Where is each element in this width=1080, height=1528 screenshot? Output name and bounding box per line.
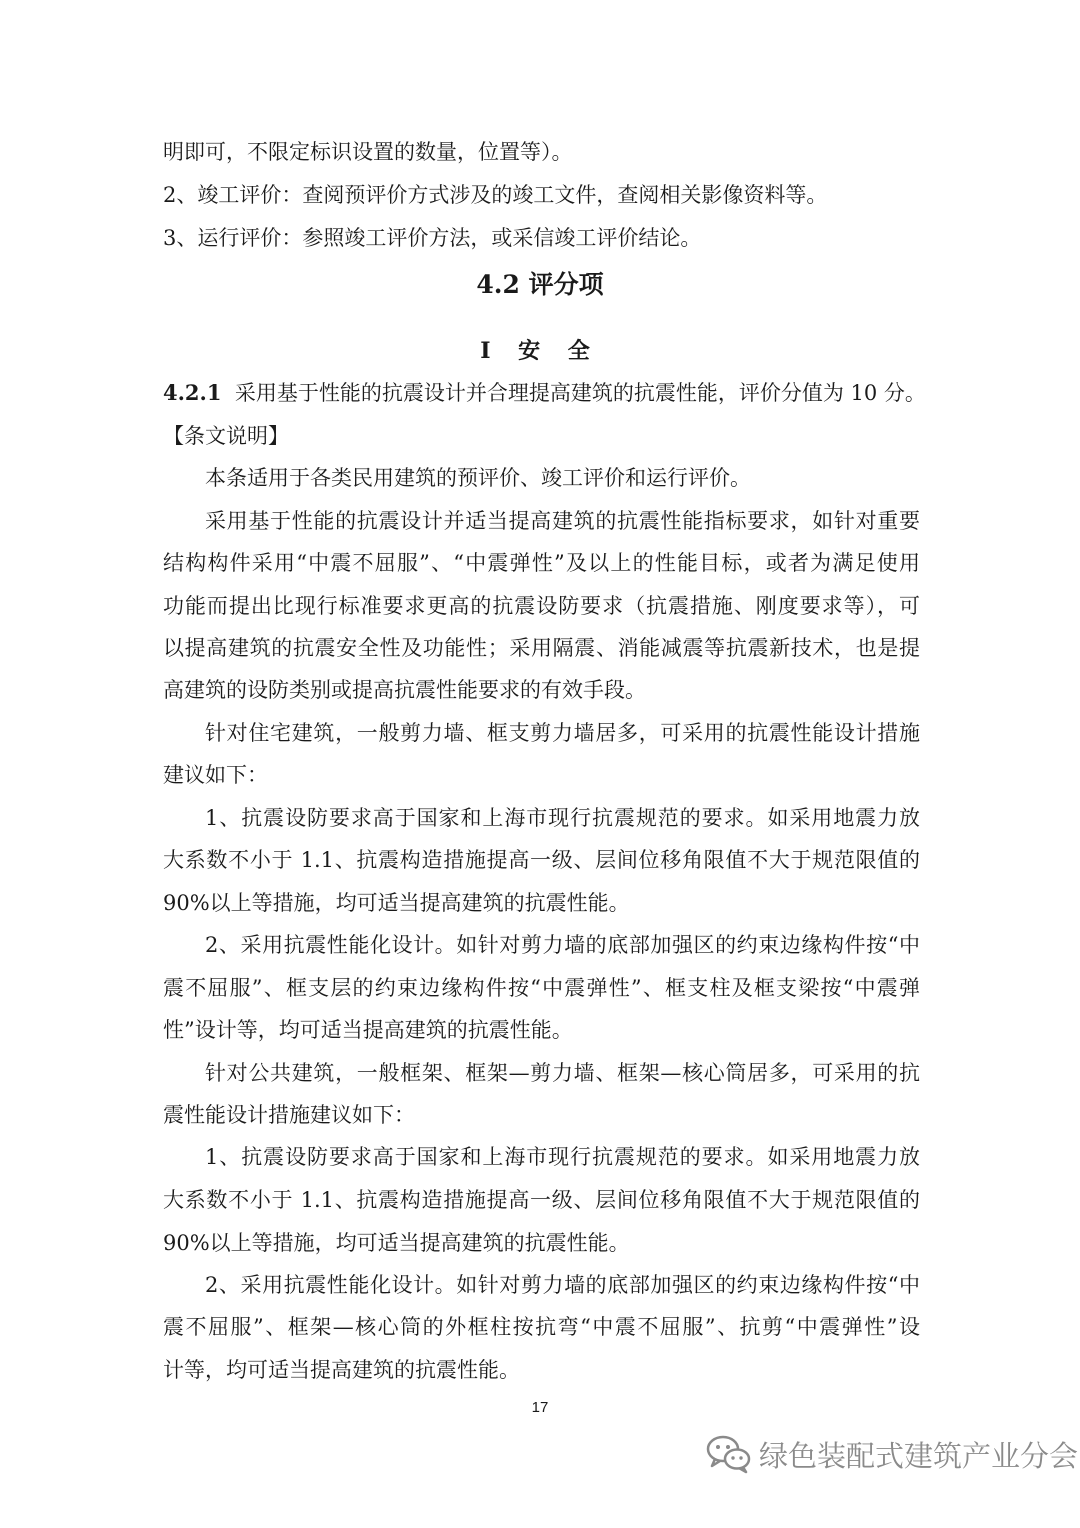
subsection-title: I 安 全	[480, 338, 600, 364]
body-line: 高建筑的设防类别或提高抗震性能要求的有效手段。	[163, 678, 646, 702]
watermark	[705, 1432, 1078, 1476]
body-line: 大系数不小于 1.1、抗震构造措施提高一级、层间位移角限值不大于规范限值的	[163, 848, 920, 872]
body-line: 建议如下：	[163, 763, 268, 787]
wechat-icon	[705, 1432, 753, 1476]
body-line: 90%以上等措施，均可适当提高建筑的抗震性能。	[163, 891, 630, 915]
body-line: 大系数不小于 1.1、抗震构造措施提高一级、层间位移角限值不大于规范限值的	[163, 1188, 920, 1212]
clause-text: 采用基于性能的抗震设计并合理提高建筑的抗震性能，评价分值为 10 分。	[234, 381, 926, 405]
body-line: 2、采用抗震性能化设计。如针对剪力墙的底部加强区的约束边缘构件按“中	[205, 933, 920, 957]
body-line: 震性能设计措施建议如下：	[163, 1103, 415, 1127]
body-line: 以提高建筑的抗震安全性及功能性；采用隔震、消能减震等抗震新技术，也是提	[163, 636, 920, 660]
body-line: 针对住宅建筑，一般剪力墙、框支剪力墙居多，可采用的抗震性能设计措施	[205, 721, 920, 745]
clause-number: 4.2.1	[163, 380, 222, 405]
body-line: 本条适用于各类民用建筑的预评价、竣工评价和运行评价。	[205, 466, 751, 490]
body-line: 结构构件采用“中震不屈服”、“中震弹性”及以上的性能目标，或者为满足使用	[163, 551, 920, 575]
body-line: 针对公共建筑，一般框架、框架—剪力墙、框架—核心筒居多，可采用的抗	[205, 1061, 920, 1085]
body-line: 采用基于性能的抗震设计并适当提高建筑的抗震性能指标要求，如针对重要	[205, 509, 920, 533]
section-title: 4.2 评分项	[476, 270, 604, 299]
body-line: 90%以上等措施，均可适当提高建筑的抗震性能。	[163, 1231, 630, 1255]
body-line: 1、抗震设防要求高于国家和上海市现行抗震规范的要求。如采用地震力放	[205, 1145, 920, 1169]
clause-line	[163, 376, 926, 410]
body-line: 2、竣工评价：查阅预评价方式涉及的竣工文件，查阅相关影像资料等。	[163, 183, 828, 207]
body-line: 明即可，不限定标识设置的数量，位置等）。	[163, 140, 573, 164]
page-number: 17	[531, 1399, 549, 1416]
body-line: 2、采用抗震性能化设计。如针对剪力墙的底部加强区的约束边缘构件按“中	[205, 1273, 920, 1297]
body-line: 3、运行评价：参照竣工评价方法，或采信竣工评价结论。	[163, 226, 702, 250]
body-line: 震不屈服”、框支层的约束边缘构件按“中震弹性”、框支柱及框支梁按“中震弹	[163, 976, 920, 1000]
body-line: 震不屈服”、框架—核心筒的外框柱按抗弯“中震不屈服”、抗剪“中震弹性”设	[163, 1315, 920, 1339]
body-line: 功能而提出比现行标准要求更高的抗震设防要求（抗震措施、刚度要求等），可	[163, 594, 920, 618]
body-line: 1、抗震设防要求高于国家和上海市现行抗震规范的要求。如采用地震力放	[205, 806, 920, 830]
body-line: 性”设计等，均可适当提高建筑的抗震性能。	[163, 1018, 573, 1042]
watermark-text: 绿色装配式建筑产业分会	[759, 1438, 1079, 1473]
clause-explanation-heading: 【条文说明】	[163, 424, 289, 448]
body-line: 计等，均可适当提高建筑的抗震性能。	[163, 1358, 520, 1382]
